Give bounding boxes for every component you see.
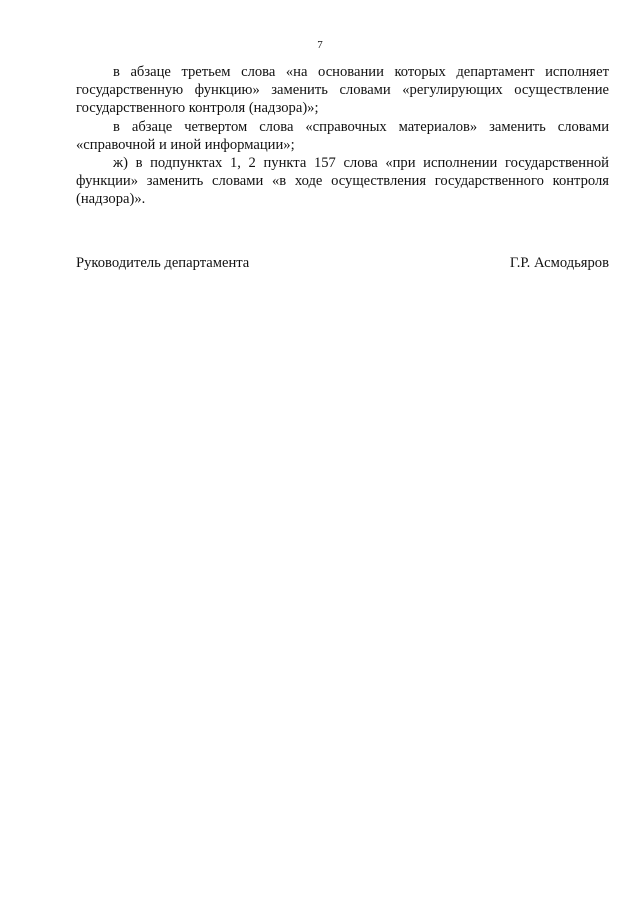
signatory-position: Руководитель департамента bbox=[76, 255, 250, 271]
paragraph-fourth-abzac: в абзаце четвертом слова «справочных материалов» заменить словами «справочной и иной информации»; bbox=[76, 118, 609, 153]
paragraph-third-abzac: в абзаце третьем слова «на основании которых департамент исполняет государственную функцию» заменить словами «регулирующих осуществление государственного контроля (надзора)»; bbox=[76, 64, 609, 117]
page-number: 7 bbox=[317, 39, 323, 51]
paragraph-subitem-zh: ж) в подпунктах 1, 2 пункта 157 слова «при исполнении государственной функции» заменить словами «в ходе осуществления государственного контроля (надзора)». bbox=[76, 155, 609, 208]
document-body bbox=[76, 63, 609, 209]
signatory-name: Г.Р. Асмодьяров bbox=[509, 255, 609, 271]
signature-block bbox=[76, 254, 609, 272]
